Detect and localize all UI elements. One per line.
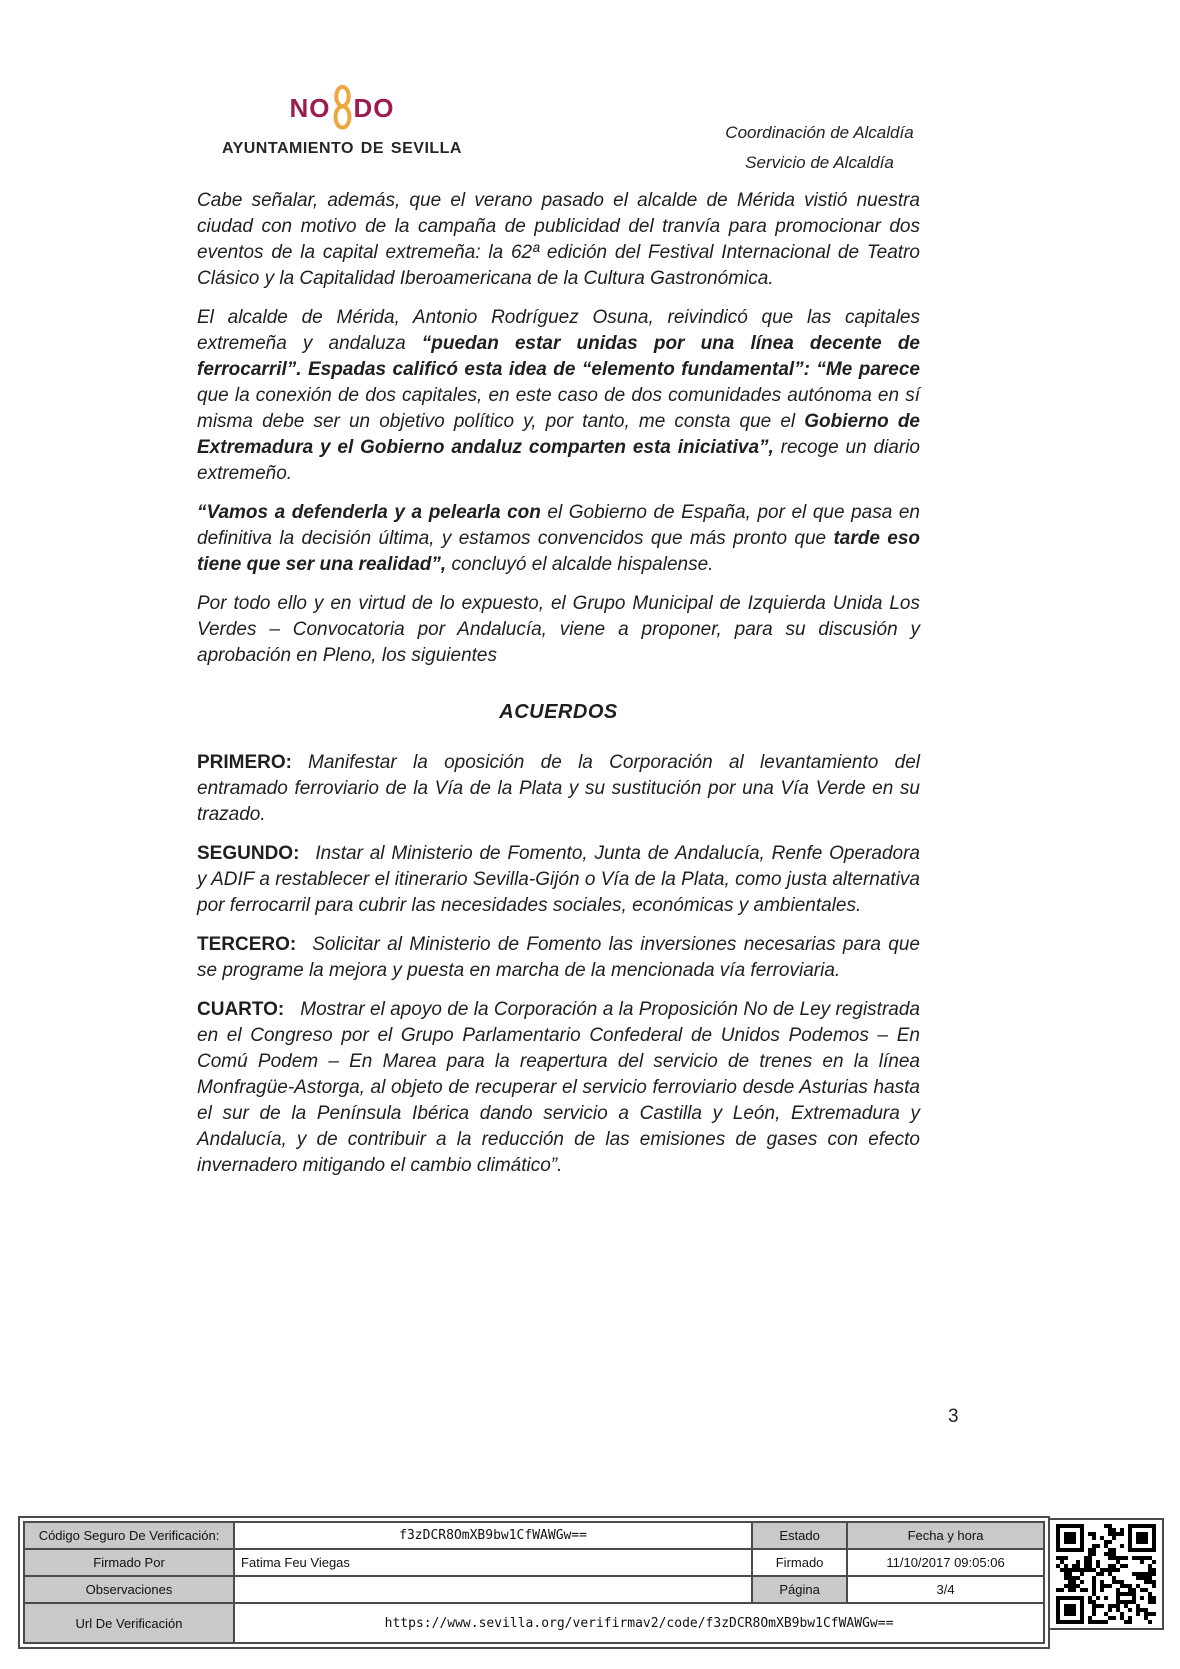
table-row: [24, 1522, 1044, 1549]
table-row: [24, 1603, 1044, 1643]
verification-table: [23, 1521, 1045, 1644]
observaciones-value: [234, 1576, 752, 1603]
org-name: ayuntamiento de sevilla: [221, 132, 462, 158]
nosdo-wordmark: [290, 86, 395, 130]
fecha-value: 11/10/2017 09:05:06: [847, 1549, 1044, 1576]
bold-run: tarde eso tiene que ser una realidad”,: [197, 528, 920, 575]
document-body: [197, 188, 920, 1192]
url-label: Url De Verificación: [24, 1603, 234, 1643]
pagina-label: Página: [752, 1576, 847, 1603]
department-line-2: Servicio de Alcaldía: [745, 153, 894, 172]
text-run: concluyó el alcalde hispalense.: [446, 554, 714, 575]
acuerdos-heading: ACUERDOS: [499, 701, 618, 723]
text-run: que la conexión de dos capitales, en este caso de dos comunidades autónoma en sí misma debe ser un objetivo político y, por tanto, me consta que el: [197, 385, 920, 432]
firmado-por-label: Firmado Por: [24, 1549, 234, 1576]
csv-label: Código Seguro De Verificación:: [24, 1522, 234, 1549]
department-header: [712, 118, 927, 178]
text-run: Por todo ello y en virtud de lo expuesto, el Grupo Municipal de Izquierda Unida Los Verdes – Convocatoria por Andalucía, viene a proponer, para su discusión y aprobación en Pleno, los siguientes: [197, 593, 920, 666]
body-paragraph: [197, 591, 920, 669]
agreement-paragraph: [197, 932, 920, 984]
verification-table-box: [18, 1516, 1050, 1649]
agreement-paragraph: [197, 997, 920, 1179]
text-run: Manifestar la oposición de la Corporación al levantamiento del entramado ferroviario de la Vía de la Plata y su sustitución por una Vía Verde en su trazado.: [197, 752, 920, 825]
body-paragraph: [197, 305, 920, 487]
bold-run: “puedan estar unidas por una línea decente de ferrocarril”. Espadas calificó esta idea de “elemento fundamental”: “Me parece: [197, 333, 920, 380]
text-run: el Gobierno de España, por el que pasa en definitiva la decisión última, y estamos convencidos que más pronto que: [197, 502, 920, 549]
text-run: recoge un diario extremeño.: [197, 437, 920, 484]
observaciones-label: Observaciones: [24, 1576, 234, 1603]
url-value: https://www.sevilla.org/verifirmav2/code/f3zDCR8OmXB9bw1CfWAWGw==: [234, 1603, 1044, 1643]
text-run: Mostrar el apoyo de la Corporación a la Proposición No de Ley registrada en el Congreso por el Grupo Parlamentario Confederal de Unidos Podemos – En Comú Podem – En Marea para la reapertura del servicio de trenes en la línea Monfragüe-Astorga, al objeto de recuperar el servicio ferroviario desde Asturias hasta el sur de la Península Ibérica dando servicio a Castilla y León, Extremadura y Andalucía, y de contribuir a la reducción de las emisiones de gases con efecto invernadero mitigando el cambio climático”.: [197, 999, 920, 1176]
text-run: El alcalde de Mérida, Antonio Rodríguez Osuna, reivindicó que las capitales extremeña y andaluza: [197, 307, 920, 354]
agreement-label: SEGUNDO:: [197, 843, 300, 864]
body-paragraph: [197, 500, 920, 578]
city-logo: [197, 86, 487, 159]
csv-value: f3zDCR8OmXB9bw1CfWAWGw==: [234, 1522, 752, 1549]
nosdo-do: DO: [353, 92, 395, 123]
department-line-1: Coordinación de Alcaldía: [725, 123, 914, 142]
agreement-label: PRIMERO:: [197, 752, 292, 773]
table-row: [24, 1549, 1044, 1576]
text-run: Instar al Ministerio de Fomento, Junta de Andalucía, Renfe Operadora y ADIF a restablecer el itinerario Sevilla-Gijón o Vía de la Plata, como justa alternativa por ferrocarril para cubrir las necesidades sociales, económicas y ambientales.: [197, 843, 920, 916]
estado-value: Firmado: [752, 1549, 847, 1576]
fecha-label: Fecha y hora: [847, 1522, 1044, 1549]
bold-run: Gobierno de Extremadura y el Gobierno andaluz comparten esta iniciativa”,: [197, 411, 920, 458]
page-number: 3: [948, 1406, 959, 1427]
text-run: Cabe señalar, además, que el verano pasado el alcalde de Mérida vistió nuestra ciudad con motivo de la campaña de publicidad del tranvía para promocionar dos eventos de la capital extremeña: la 62ª edición del Festival Internacional de Teatro Clásico y la Capitalidad Iberoamericana de la Cultura Gastronómica.: [197, 190, 920, 289]
agreement-paragraph: [197, 750, 920, 828]
qr-code: [1048, 1518, 1164, 1630]
firmado-por-value: Fatima Feu Viegas: [234, 1549, 752, 1576]
text-run: Solicitar al Ministerio de Fomento las inversiones necesarias para que se programe la mejora y puesta en marcha de la mencionada vía ferroviaria.: [197, 934, 920, 981]
body-paragraph: [197, 188, 920, 292]
bold-run: “Vamos a defenderla y a pelearla con: [197, 502, 541, 523]
pagina-value: 3/4: [847, 1576, 1044, 1603]
agreement-paragraph: [197, 841, 920, 919]
agreement-label: CUARTO:: [197, 999, 285, 1020]
nosdo-no: NO: [289, 92, 331, 123]
estado-label: Estado: [752, 1522, 847, 1549]
table-row: [24, 1576, 1044, 1603]
madeja-eight-icon: [332, 84, 353, 137]
agreement-label: TERCERO:: [197, 934, 297, 955]
